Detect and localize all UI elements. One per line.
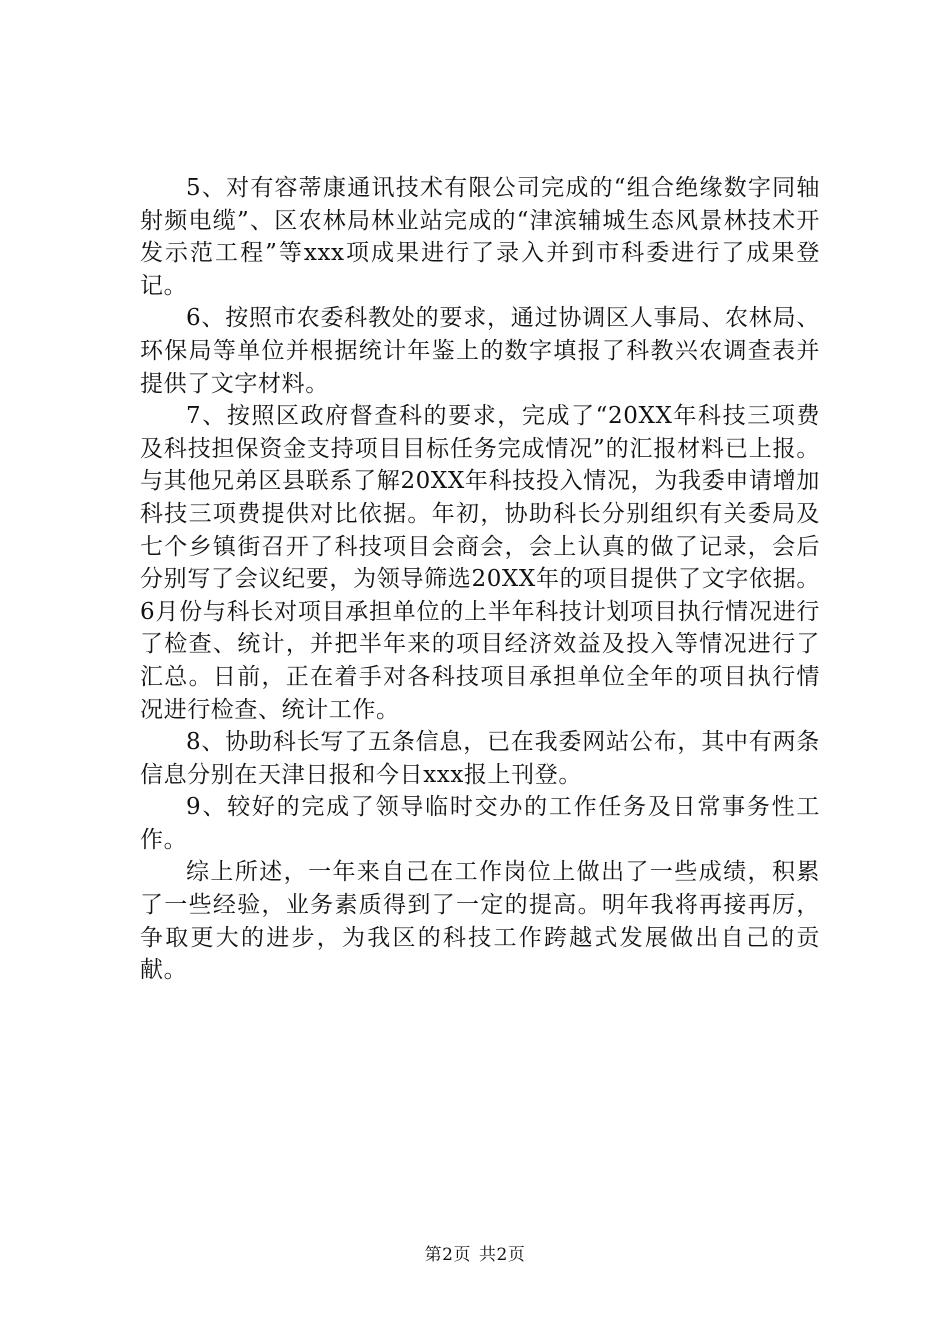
page-number-current: 第2页 — [424, 1245, 471, 1265]
paragraph-item-6: 6、按照市农委科教处的要求，通过协调区人事局、农林局、环保局等单位并根据统计年鉴上的数字填报了科教兴农调查表并提供了文字材料。 — [140, 305, 820, 397]
paragraph-item-5: 5、对有容蒂康通讯技术有限公司完成的“组合绝缘数字同轴射频电缆”、区农林局林业站完成的“津滨辅城生态风景林技术开发示范工程”等xxx项成果进行了录入并到市科委进行了成果登记。 — [140, 175, 820, 299]
paragraph-item-9: 9、较好的完成了领导临时交办的工作任务及日常事务性工作。 — [140, 794, 820, 853]
paragraph-summary: 综上所述，一年来自己在工作岗位上做出了一些成绩，积累了一些经验，业务素质得到了一定的提高。明年我将再接再厉，争取更大的进步，为我区的科技工作跨越式发展做出自己的贡献。 — [140, 859, 820, 984]
paragraph-item-7: 7、按照区政府督查科的要求，完成了“20XX年科技三项费及科技担保资金支持项目目标任务完成情况”的汇报材料已上报。与其他兄弟区县联系了解20XX年科技投入情况，为我委申请增加科技三项费提供对比依据。年初，协助科长分别组织有关委局及七个乡镇街召开了科技项目会商会，会上认真的做了记录，会后分别写了会议纪要，为领导筛选20XX年的项目提供了文字依据。6月份与科长对项目承担单位的上半年科技计划项目执行情况进行了检查、统计，并把半年来的项目经济效益及投入等情况进行了汇总。日前，正在着手对各科技项目承担单位全年的项目执行情况进行检查、统计工作。 — [140, 403, 820, 723]
paragraph-item-8: 8、协助科长写了五条信息，已在我委网站公布，其中有两条信息分别在天津日报和今日xxx报上刊登。 — [140, 729, 820, 788]
page-number-total: 共2页 — [479, 1245, 526, 1265]
page-footer — [0, 1244, 950, 1266]
document-body — [140, 172, 820, 987]
